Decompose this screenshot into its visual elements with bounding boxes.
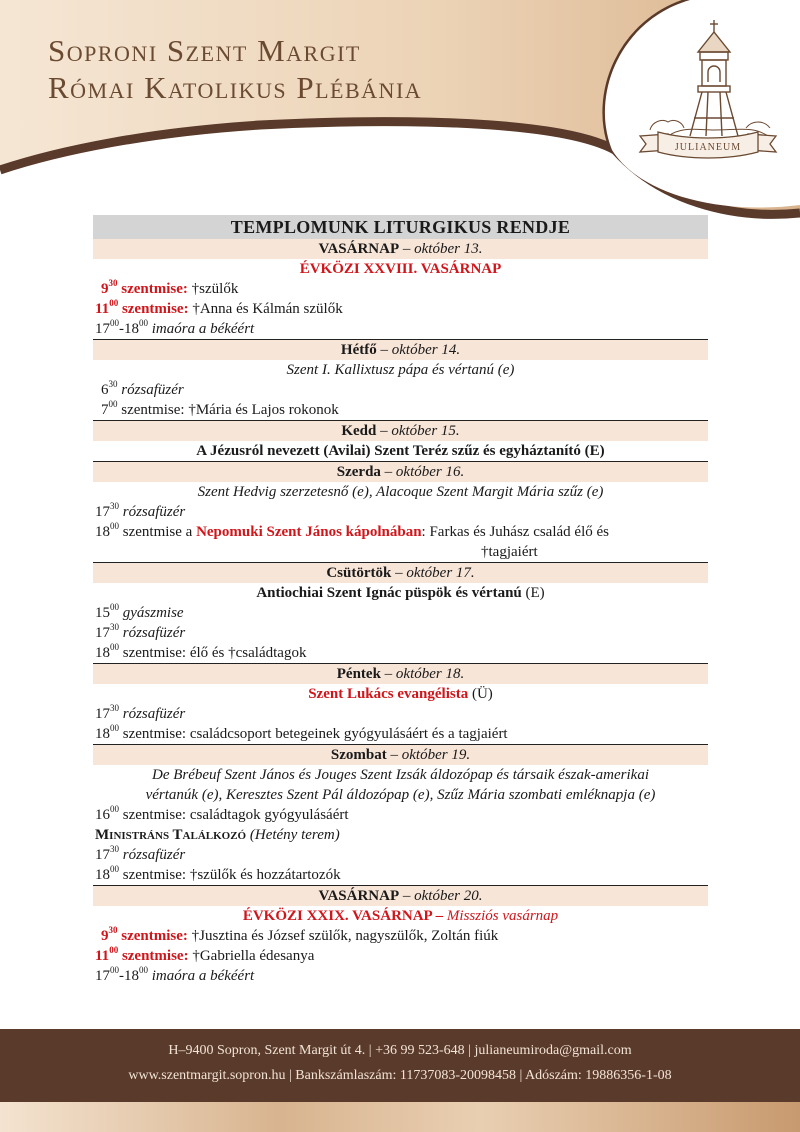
day-header: Szombat – október 19. (93, 744, 708, 765)
day-header: VASÁRNAP – október 13. (93, 239, 708, 259)
schedule-item: $17^{30}$ rózsafüzér (95, 501, 186, 520)
julianeum-bell-tower-logo (628, 18, 788, 168)
day-name: Péntek (336, 666, 381, 682)
contact-footer (0, 1029, 800, 1102)
schedule-item: $9^{30}$ szentmise: †szülők (101, 278, 239, 297)
event-name: Ministráns Találkozó (95, 827, 247, 843)
schedule-item: $18^{00}$ szentmise a Nepomuki Szent János kápolnában: Farkas és Juhász család élő és (95, 521, 609, 540)
footer-bank-line: www.szentmargit.sopron.hu | Bankszámlaszám: 11737083-20098458 | Adószám: 19886356-1-08 (128, 1068, 672, 1083)
schedule-item: $6^{30}$ rózsafüzér (101, 379, 184, 398)
liturgical-schedule (93, 215, 708, 986)
schedule-item: $15^{00}$ gyászmise (95, 602, 184, 621)
schedule-item: $17^{30}$ rózsafüzér (95, 703, 186, 722)
schedule-item: $18^{00}$ szentmise: †szülők és hozzátartozók (95, 864, 341, 883)
schedule-item: $11^{00}$ szentmise: †Anna és Kálmán szülők (95, 298, 343, 317)
day-date: október 20. (414, 888, 483, 904)
day-header: Szerda – október 16. (93, 461, 708, 482)
day-name: Szerda (336, 464, 381, 480)
feast-name: Szent I. Kallixtusz pápa és vértanú (e) (286, 362, 515, 378)
day-name: Csütörtök (326, 565, 392, 581)
footer-contact-line: H–9400 Sopron, Szent Margit út 4. | +36 99 523-648 | julianeumiroda@gmail.com (168, 1043, 632, 1058)
schedule-item: $18^{00}$ szentmise: élő és †családtagok (95, 642, 307, 661)
schedule-item: $7^{00}$ szentmise: †Mária és Lajos rokonok (101, 399, 339, 418)
schedule-item: $11^{00}$ szentmise: †Gabriella édesanya (95, 945, 315, 964)
schedule-item-continuation: †tagjaiért (481, 544, 538, 560)
feast-name: Antiochiai Szent Ignác püspök és vértanú (E) (256, 585, 545, 601)
schedule-item: $17^{30}$ rózsafüzér (95, 622, 186, 641)
day-name: Kedd (341, 423, 377, 439)
day-header: VASÁRNAP – október 20. (93, 885, 708, 906)
event-place: (Hetény terem) (249, 827, 340, 843)
day-date: október 16. (395, 464, 465, 480)
schedule-item: $18^{00}$ szentmise: családcsoport betegeinek gyógyulásáért és a tagjaiért (95, 723, 508, 742)
feast-name-line-1: De Brébeuf Szent János és Jouges Szent Izsák áldozópap és társaik észak-amerikai (152, 767, 649, 783)
schedule-item: $17^{00}-18^{00}$ imaóra a békéért (95, 318, 255, 337)
schedule-item: $9^{30}$ szentmise: †Jusztina és József szülők, nagyszülők, Zoltán fiúk (101, 925, 499, 944)
schedule-item: $17^{00}-18^{00}$ imaóra a békéért (95, 965, 255, 984)
schedule-item: $17^{30}$ rózsafüzér (95, 844, 186, 863)
bottom-decorative-band (0, 1102, 800, 1132)
event-item (93, 825, 708, 845)
day-date: október 17. (406, 565, 475, 581)
day-date: október 18. (395, 666, 465, 682)
schedule-title: TEMPLOMUNK LITURGIKUS RENDJE (93, 215, 708, 239)
logo-text: JULIANEUM (674, 142, 742, 153)
day-name: VASÁRNAP (318, 888, 400, 904)
day-name: Hétfő (340, 342, 377, 358)
feast-name: Szent Hedvig szerzetesnő (e), Alacoque Szent Margit Mária szűz (e) (197, 484, 604, 500)
day-date: október 14. (391, 342, 461, 358)
feast-name: ÉVKÖZI XXVIII. VASÁRNAP (299, 261, 502, 277)
day-header: Csütörtök – október 17. (93, 562, 708, 583)
feast-name-line-2: vértanúk (e), Keresztes Szent Pál áldozópap (e), Szűz Mária szombati emléknapja (e) (145, 787, 656, 803)
chapel-highlight: Nepomuki Szent János kápolnában (196, 524, 422, 540)
feast-name: ÉVKÖZI XXIX. VASÁRNAP – Missziós vasárnap (242, 908, 559, 924)
parish-title-line-2: Római Katolikus Plébánia (48, 70, 423, 105)
day-date: október 15. (391, 423, 460, 439)
day-header: Kedd – október 15. (93, 420, 708, 441)
parish-title-line-1: Soproni Szent Margit (48, 33, 361, 68)
day-date: október 19. (401, 747, 471, 763)
feast-name: Szent Lukács evangélista (Ü) (308, 686, 493, 702)
day-name: VASÁRNAP (318, 241, 400, 257)
feast-name: A Jézusról nevezett (Avilai) Szent Teréz szűz és egyháztanító (E) (196, 443, 605, 459)
day-date: október 13. (414, 241, 483, 257)
day-header: Péntek – október 18. (93, 663, 708, 684)
day-header: Hétfő – október 14. (93, 339, 708, 360)
day-name: Szombat (330, 747, 387, 763)
schedule-item: $16^{00}$ szentmise: családtagok gyógyulásáért (95, 804, 349, 823)
